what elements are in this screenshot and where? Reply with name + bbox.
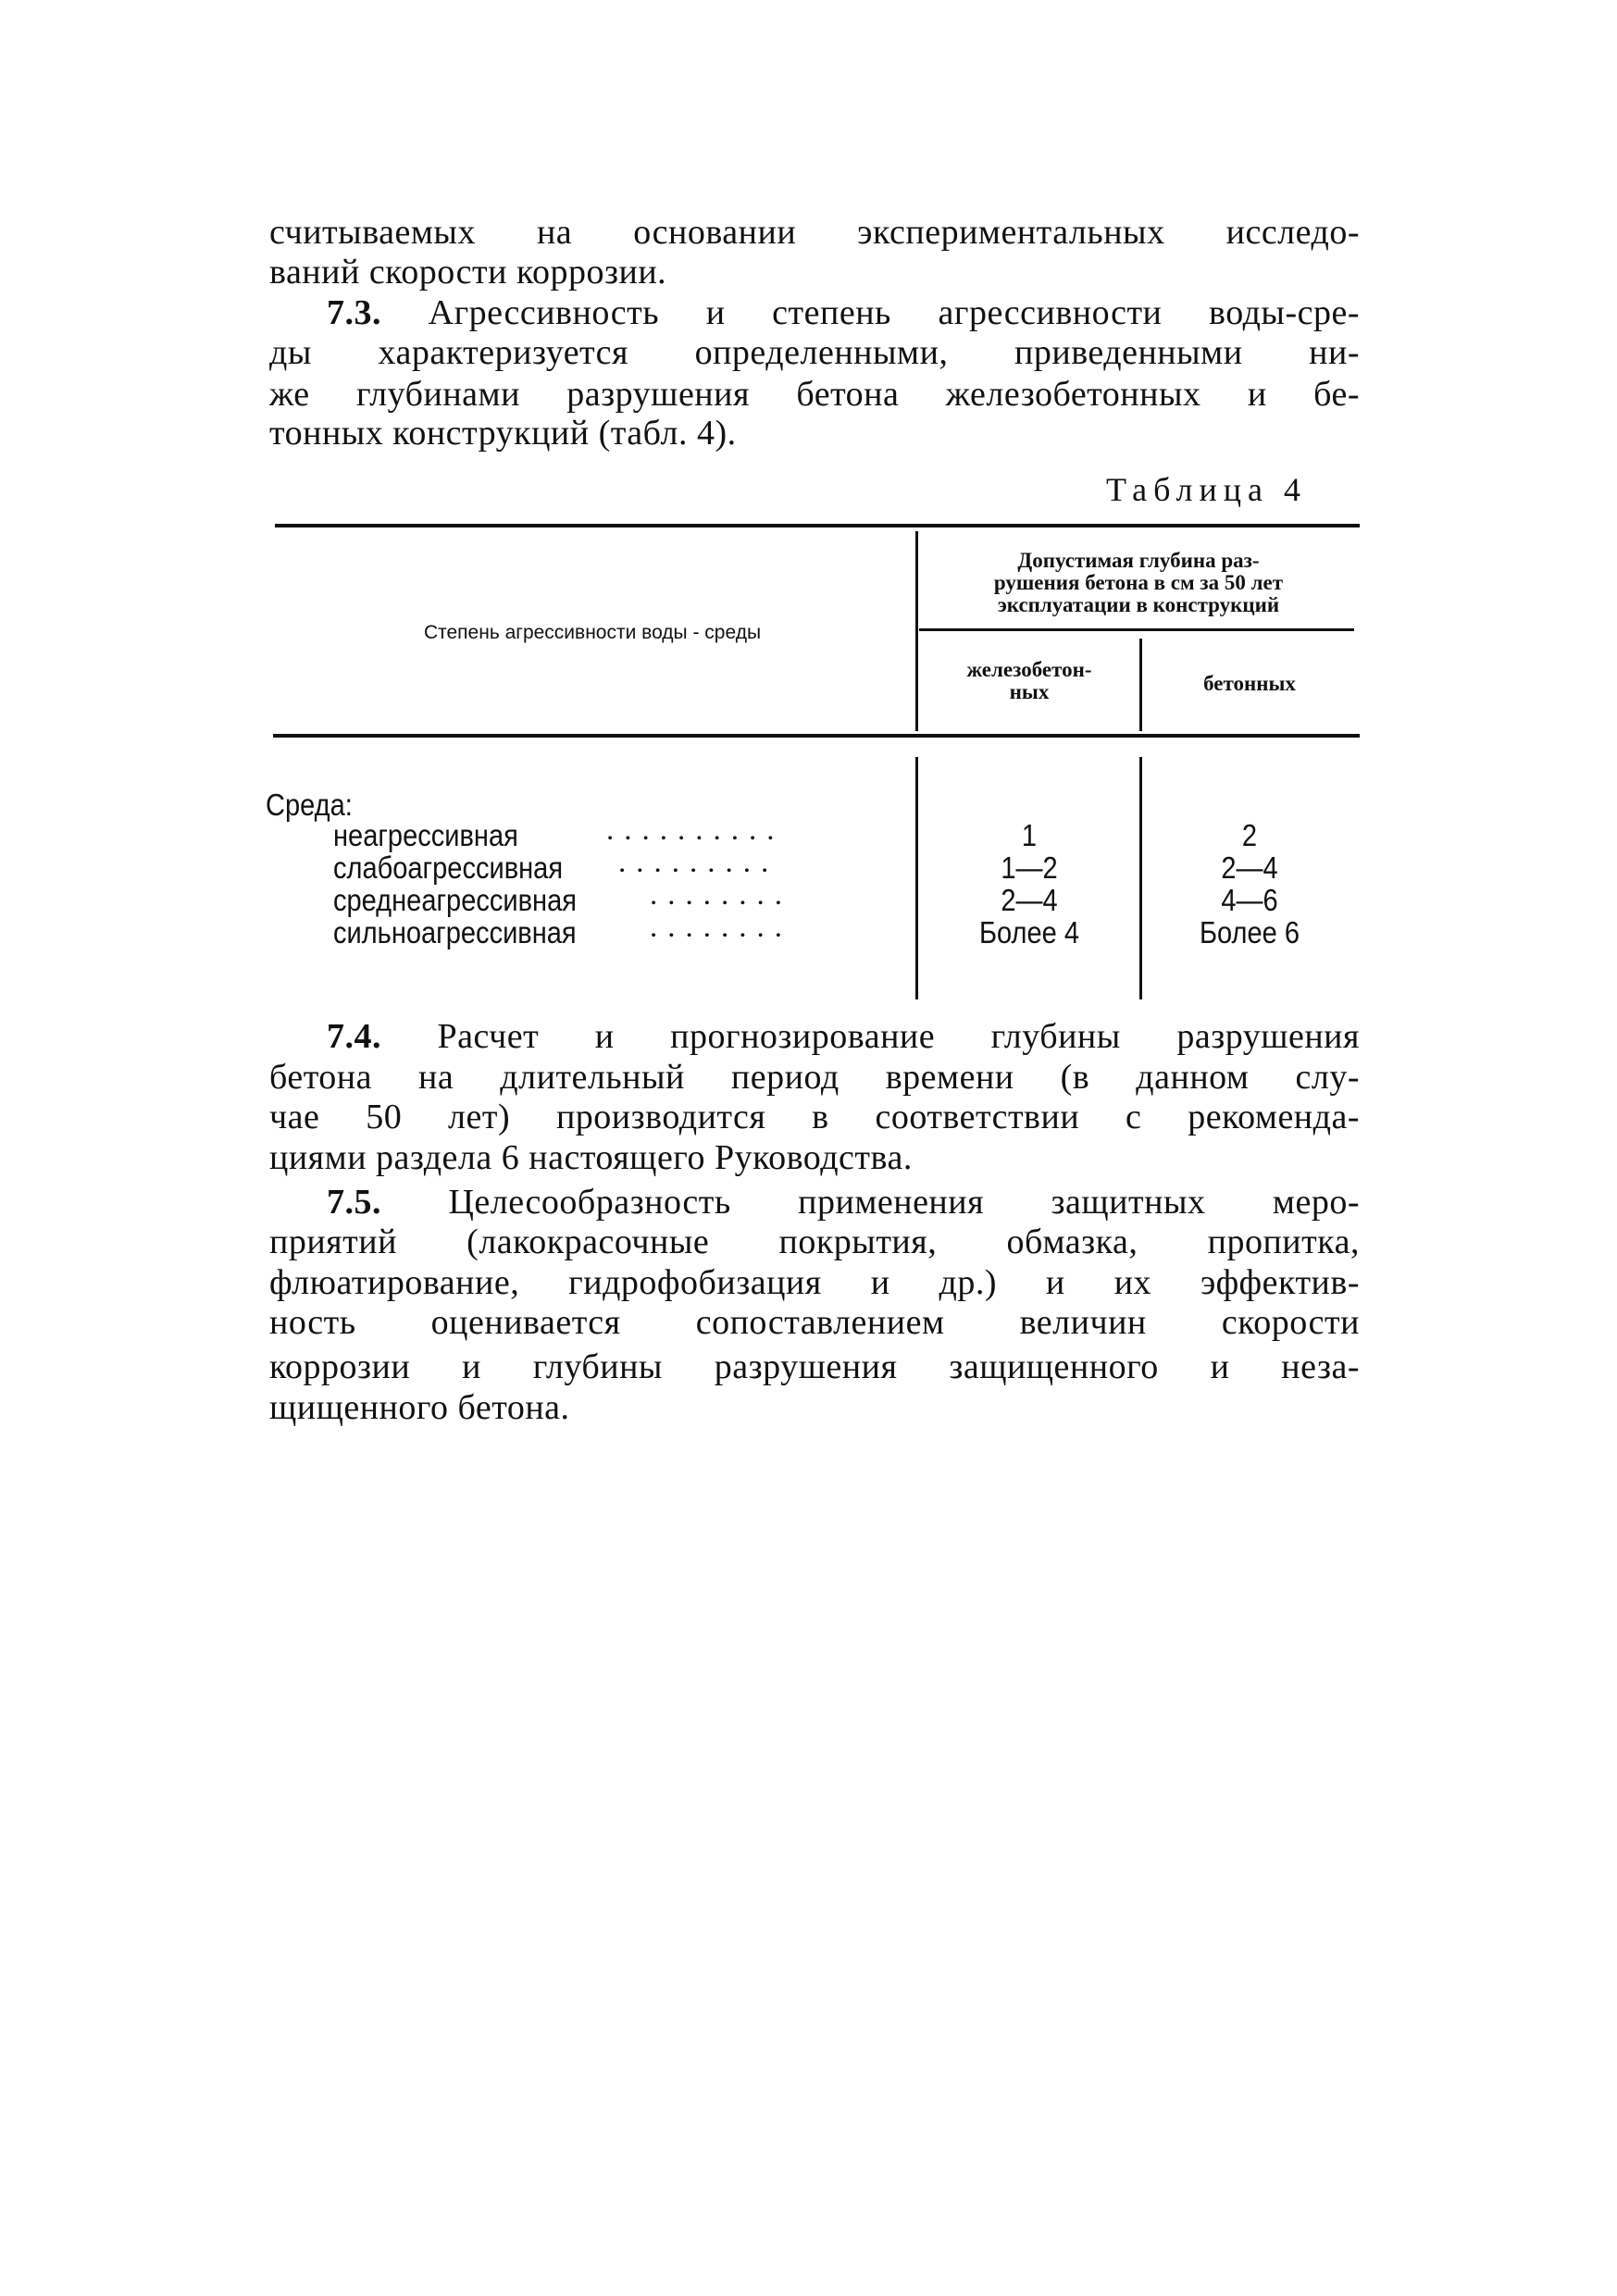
leader-dots: .........	[618, 846, 779, 879]
text-line: ность оценивается сопоставлением величин скорости	[269, 1303, 1360, 1342]
header-line: железобетон-	[966, 658, 1092, 681]
text-line: считываемых на основании экспериментальных исследо-	[269, 213, 1360, 252]
row-label: сильноагрессивная	[333, 915, 577, 949]
text-line: же глубинами разрушения бетона железобетонных и бе-	[269, 375, 1360, 414]
text-line: щищенного бетона.	[269, 1388, 570, 1427]
section-label: Среда:	[266, 788, 353, 822]
value-plain: 2	[1241, 818, 1258, 852]
row-label: среднеагрессивная	[333, 883, 577, 917]
text-line: коррозии и глубины разрушения защищенного и неза-	[269, 1347, 1360, 1386]
column-divider	[1139, 757, 1142, 999]
text: Расчет и прогнозирование глубины разрушения	[437, 1017, 1360, 1056]
value-plain: 4—6	[1221, 883, 1278, 917]
header-line: ных	[1009, 680, 1050, 703]
value-reinforced: Более 4	[978, 915, 1080, 949]
paragraph-number: 7.3.	[327, 293, 381, 332]
text-line: ды характеризуется определенными, приведенными ни-	[269, 333, 1360, 372]
text-line: приятий (лакокрасочные покрытия, обмазка, пропитка,	[269, 1222, 1360, 1261]
column-header-aggressiveness: Степень агрессивности воды - среды	[423, 622, 762, 643]
text-line: циями раздела 6 настоящего Руководства.	[269, 1138, 913, 1177]
row-label: слабоагрессивная	[333, 850, 564, 885]
paragraph-7-3-line	[327, 292, 1360, 333]
leader-dots: ........	[650, 878, 792, 912]
row-label: неагрессивная	[333, 818, 518, 852]
text-line: чае 50 лет) производится в соответствии с рекоменда-	[269, 1098, 1360, 1136]
leader-dots: ..........	[606, 813, 785, 847]
paragraph-7-5-line	[327, 1182, 1360, 1222]
table-caption: Таблица 4	[1106, 471, 1307, 508]
header-bottom-rule	[273, 734, 1360, 738]
paragraph-number: 7.4.	[327, 1017, 381, 1056]
value-plain: Более 6	[1199, 915, 1300, 949]
column-divider	[915, 531, 918, 731]
value-plain: 2—4	[1221, 850, 1278, 885]
column-divider	[915, 757, 918, 999]
text: Агрессивность и степень агрессивности воды-сре-	[428, 293, 1361, 332]
value-reinforced: 1—2	[1001, 850, 1058, 885]
value-reinforced: 1	[1021, 818, 1038, 852]
subheader-rule	[919, 628, 1354, 631]
header-line: Допустимая глубина раз-	[1017, 549, 1260, 572]
text-line: флюатирование, гидрофобизация и др.) и их эффектив-	[269, 1263, 1360, 1302]
text-line: бетона на длительный период времени (в данном слу-	[269, 1058, 1360, 1097]
header-line: эксплуатации в конструкций	[997, 593, 1280, 616]
paragraph-number: 7.5.	[327, 1183, 381, 1222]
leader-dots: ........	[650, 911, 792, 944]
table-top-rule	[275, 524, 1360, 527]
text-line: ваний скорости коррозии.	[269, 253, 667, 292]
column-header-plain: бетонных	[1203, 672, 1296, 695]
value-reinforced: 2—4	[1001, 883, 1058, 917]
header-line: рушения бетона в см за 50 лет	[993, 571, 1284, 594]
paragraph-7-4-line	[327, 1016, 1360, 1057]
column-divider	[1139, 639, 1142, 731]
text: Целесообразность применения защитных меро-	[448, 1183, 1360, 1222]
text-line: тонных конструкций (табл. 4).	[269, 414, 737, 453]
column-header-reinforced	[921, 659, 1138, 703]
group-header-depth	[921, 550, 1356, 616]
